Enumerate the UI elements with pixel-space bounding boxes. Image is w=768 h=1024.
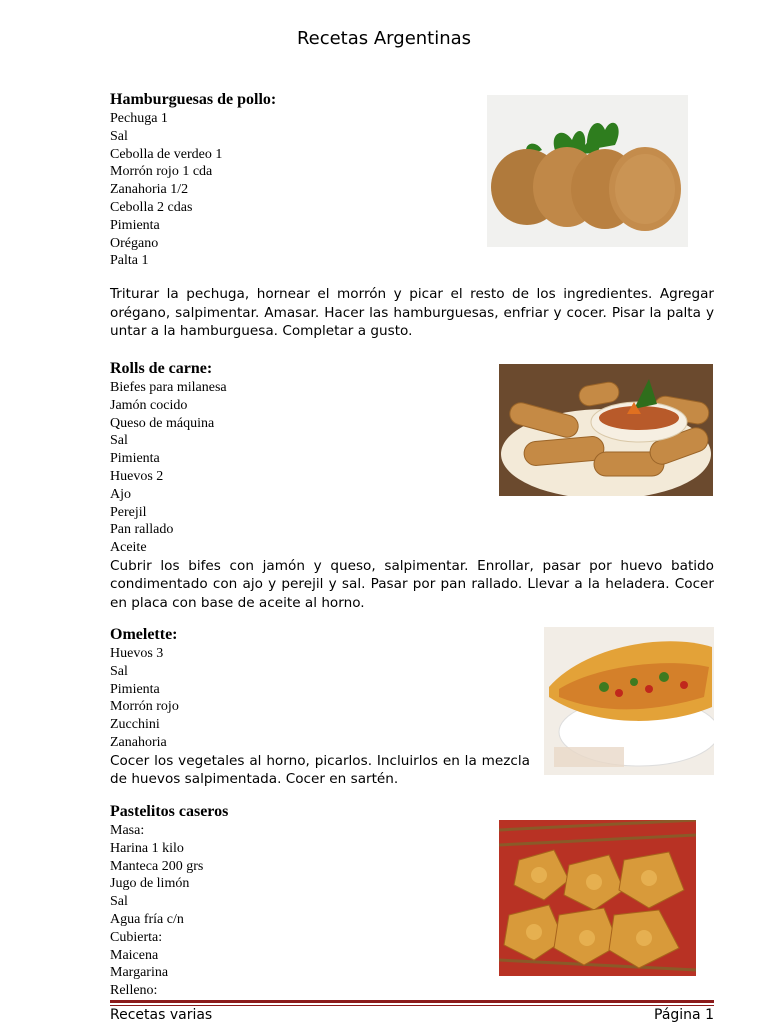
footer-page-number: Página 1 [654, 1007, 714, 1023]
recipe-title: Rolls de carne: [110, 360, 213, 377]
ingredient-item: Morrón rojo [110, 699, 179, 715]
ingredient-item: Cebolla 2 cdas [110, 199, 193, 215]
ingredient-item: Zucchini [110, 717, 160, 733]
recipe-instructions: Cubrir los bifes con jamón y queso, salpimentar. Enrollar, pasar por huevo batido condimentado con ajo y perejil y sal. Pasar por pan rallado. Llevar a la heladera. Cocer en placa con base de aceite al horno. [110, 557, 714, 611]
ingredient-item: Margarina [110, 965, 169, 981]
ingredient-item: Sal [110, 433, 128, 449]
ingredient-item: Relleno: [110, 983, 158, 999]
ingredient-item: Cubierta: [110, 929, 163, 945]
ingredient-item: Harina 1 kilo [110, 840, 184, 856]
omelette-photo [544, 627, 714, 775]
hamburger-photo [487, 95, 688, 247]
ingredient-item: Morrón rojo 1 cda [110, 164, 213, 180]
page-title: Recetas Argentinas [296, 28, 472, 49]
ingredient-item: Jugo de limón [110, 876, 190, 892]
ingredient-item: Masa: [110, 823, 145, 838]
recipe-instructions: Triturar la pechuga, hornear el morrón y picar el resto de los ingredientes. Agregar orégano, salpimentar. Amasar. Hacer las hamburguesas, enfriar y cocer. Pisar la palta y untar a la hamburguesa. Completar a gusto. [110, 286, 714, 340]
recipe-instructions: Cocer los vegetales al horno, picarlos. Incluirlos en la mezcla de huevos salpimentada. Cocer en sartén. [110, 752, 530, 788]
ingredient-item: Sal [110, 128, 128, 144]
ingredient-item: Zanahoria [110, 734, 167, 750]
ingredient-item: Sal [110, 663, 128, 679]
recipe-title: Omelette: [110, 626, 178, 643]
ingredient-item: Zanahoria 1/2 [110, 182, 189, 198]
ingredient-item: Jamón cocido [110, 397, 188, 413]
ingredient-item: Maicena [110, 947, 159, 963]
ingredient-item: Sal [110, 894, 128, 910]
ingredient-item: Perejil [110, 504, 147, 520]
ingredient-item: Pimienta [110, 681, 160, 697]
ingredient-item: Queso de máquina [110, 415, 215, 431]
ingredient-item: Manteca 200 grs [110, 858, 204, 874]
ingredient-item: Biefes para milanesa [110, 380, 227, 395]
ingredient-item: Pechuga 1 [110, 111, 168, 126]
footer-rule [110, 1000, 714, 1006]
ingredient-item: Palta 1 [110, 253, 149, 269]
ingredient-item: Pimienta [110, 451, 160, 467]
recipe-omelette [110, 625, 530, 789]
ingredient-item: Cebolla de verdeo 1 [110, 146, 223, 162]
ingredient-item: Agua fría c/n [110, 911, 184, 927]
rolls-photo [499, 364, 713, 496]
recipe-title: Pastelitos caseros [110, 803, 229, 820]
footer-left-text: Recetas varias [110, 1007, 213, 1023]
ingredient-item: Orégano [110, 235, 159, 251]
ingredient-item: Aceite [110, 540, 147, 556]
ingredient-item: Ajo [110, 486, 131, 502]
recipe-title: Hamburguesas de pollo: [110, 91, 277, 108]
ingredient-item: Huevos 2 [110, 468, 164, 484]
ingredient-list [110, 645, 530, 752]
ingredient-item: Pimienta [110, 217, 160, 233]
ingredient-item: Pan rallado [110, 522, 174, 538]
ingredient-item: Huevos 3 [110, 646, 164, 661]
pastelitos-photo [499, 820, 696, 976]
